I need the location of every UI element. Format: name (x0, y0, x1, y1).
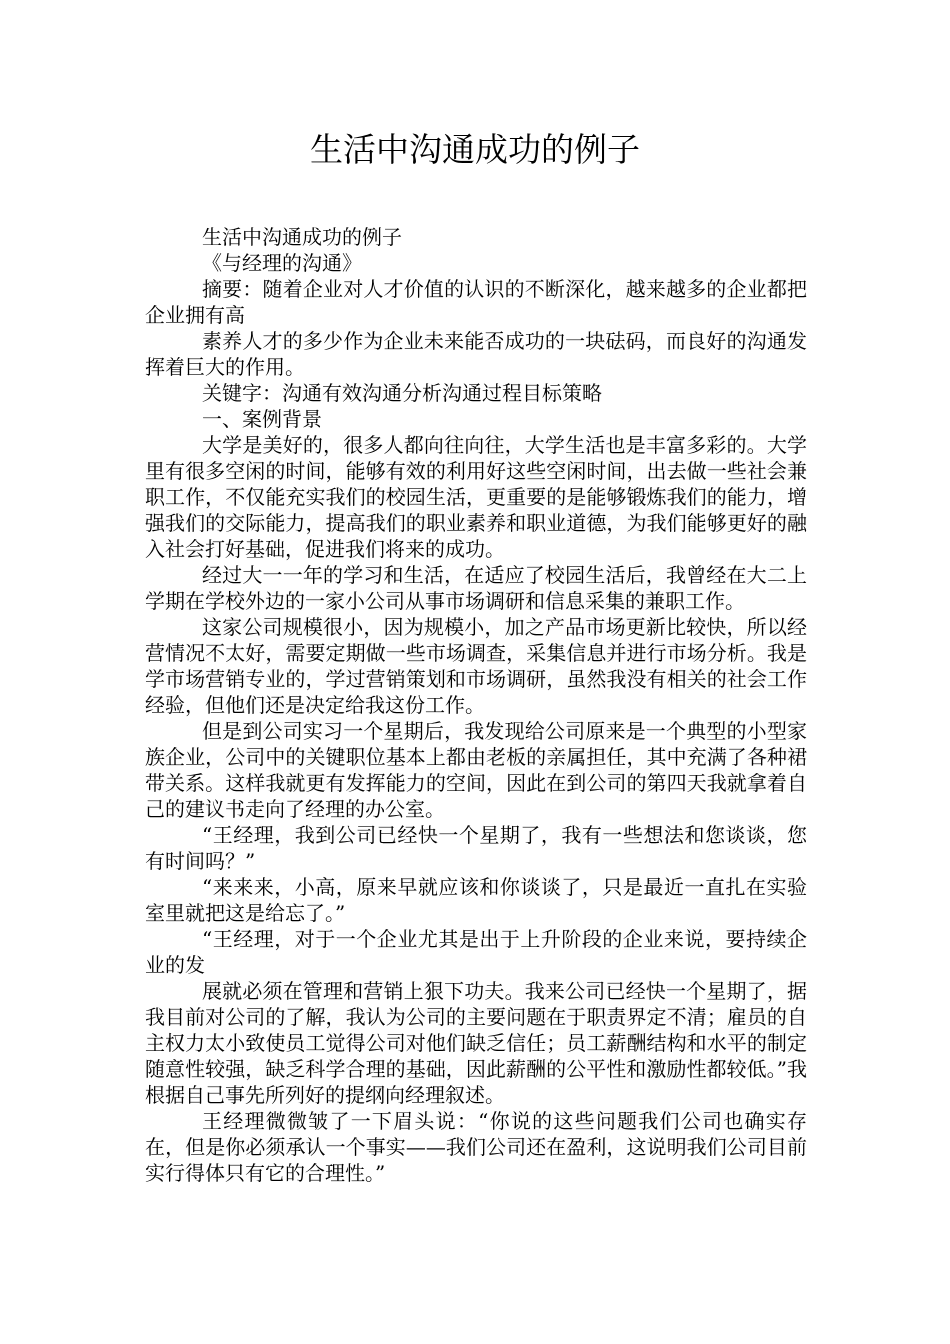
document-title: 生活中沟通成功的例子 (310, 130, 640, 169)
document-body (145, 224, 807, 1186)
paragraph: 但是到公司实习一个星期后，我发现给公司原来是一个典型的小型家族企业，公司中的关键职位基本上都由老板的亲属担任，其中充满了各种裙带关系。这样我就更有发挥能力的空间，因此在到公司的第四天我就拿着自己的建议书走向了经理的办公室。 (145, 719, 807, 821)
paragraph: “来来来，小高，原来早就应该和你谈谈了，只是最近一直扎在实验室里就把这是给忘了。” (145, 875, 807, 925)
paragraph: 关键字：沟通有效沟通分析沟通过程目标策略 (202, 381, 602, 405)
paragraph: 经过大一一年的学习和生活，在适应了校园生活后，我曾经在大二上学期在学校外边的一家小公司从事市场调研和信息采集的兼职工作。 (145, 563, 807, 613)
paragraph: 素养人才的多少作为企业未来能否成功的一块砝码，而良好的沟通发挥着巨大的作用。 (145, 329, 807, 379)
paragraph: 生活中沟通成功的例子 (202, 225, 402, 249)
paragraph: “王经理，我到公司已经快一个星期了，我有一些想法和您谈谈，您有时间吗？” (145, 823, 807, 873)
paragraph: 这家公司规模很小，因为规模小，加之产品市场更新比较快，所以经营情况不太好，需要定期做一些市场调查，采集信息并进行市场分析。我是学市场营销专业的，学过营销策划和市场调研，虽然我没有相关的社会工作经验，但他们还是决定给我这份工作。 (145, 615, 807, 717)
paragraph: 大学是美好的，很多人都向往向往，大学生活也是丰富多彩的。大学里有很多空闲的时间，能够有效的利用好这些空闲时间，出去做一些社会兼职工作，不仅能充实我们的校园生活，更重要的是能够锻炼我们的能力，增强我们的交际能力，提高我们的职业素养和职业道德，为我们能够更好的融入社会打好基础，促进我们将来的成功。 (145, 433, 807, 561)
paragraph: 《与经理的沟通》 (202, 251, 362, 275)
paragraph: 一、案例背景 (202, 407, 322, 431)
paragraph: 展就必须在管理和营销上狠下功夫。我来公司已经快一个星期了，据我目前对公司的了解，我认为公司的主要问题在于职责界定不清；雇员的自主权力太小致使员工觉得公司对他们缺乏信任；员工薪酬结构和水平的制定随意性较强，缺乏科学合理的基础，因此薪酬的公平性和激励性都较低。”我根据自己事先所列好的提纲向经理叙述。 (145, 979, 807, 1107)
paragraph: 摘要：随着企业对人才价值的认识的不断深化，越来越多的企业都把企业拥有高 (145, 277, 807, 327)
paragraph: 王经理微微皱了一下眉头说：“你说的这些问题我们公司也确实存在，但是你必须承认一个事实——我们公司还在盈利，这说明我们公司目前实行得体只有它的合理性。” (145, 1109, 807, 1185)
paragraph: “王经理，对于一个企业尤其是出于上升阶段的企业来说，要持续企业的发 (145, 927, 807, 977)
